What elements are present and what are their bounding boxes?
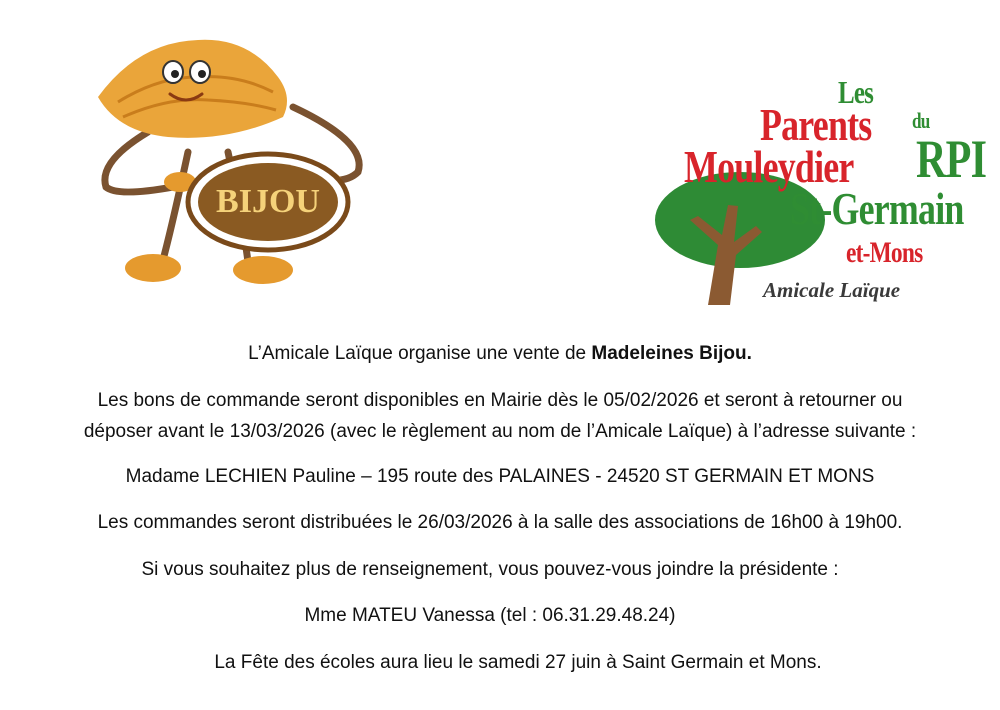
distribution-line: Les commandes seront distribuées le 26/03/2026 à la salle des associations de 16h00 à 19h00.	[97, 512, 903, 533]
bijou-brand-text: BIJOU	[216, 183, 320, 220]
logo-du: du	[912, 108, 930, 133]
fete-line: La Fête des écoles aura lieu le samedi 27 juin à Saint Germain et Mons.	[214, 652, 822, 673]
intro-text: L’Amicale Laïque organise une vente de	[248, 343, 592, 364]
bijou-mascot-logo	[78, 22, 388, 297]
order-line-2: déposer avant le 13/03/2026 (avec le règlement au nom de l’Amicale Laïque) à l’adresse suivante :	[83, 421, 917, 442]
rpi-association-logo	[650, 70, 990, 315]
logo-amicale-laique: Amicale Laïque	[763, 278, 901, 302]
logo-et-mons: et-Mons	[846, 236, 923, 269]
intro-product: Madeleines Bijou.	[591, 343, 752, 364]
logo-les: Les	[838, 74, 874, 110]
intro-line	[0, 341, 1000, 367]
logo-st-germain: St-Germain	[790, 183, 964, 234]
contact-intro-line: Si vous souhaitez plus de renseignement, vous pouvez-vous joindre la présidente :	[141, 559, 839, 580]
address-line: Madame LECHIEN Pauline – 195 route des PALAINES - 24520 ST GERMAIN ET MONS	[125, 466, 875, 487]
logo-mouleydier: Mouleydier	[684, 141, 854, 192]
logo-parents: Parents	[760, 99, 872, 150]
logo-rpi: RPI	[916, 129, 987, 189]
order-line-1: Les bons de commande seront disponibles en Mairie dès le 05/02/2026 et seront à retourner ou	[97, 390, 903, 411]
president-line: Mme MATEU Vanessa (tel : 06.31.29.48.24)	[304, 605, 676, 626]
